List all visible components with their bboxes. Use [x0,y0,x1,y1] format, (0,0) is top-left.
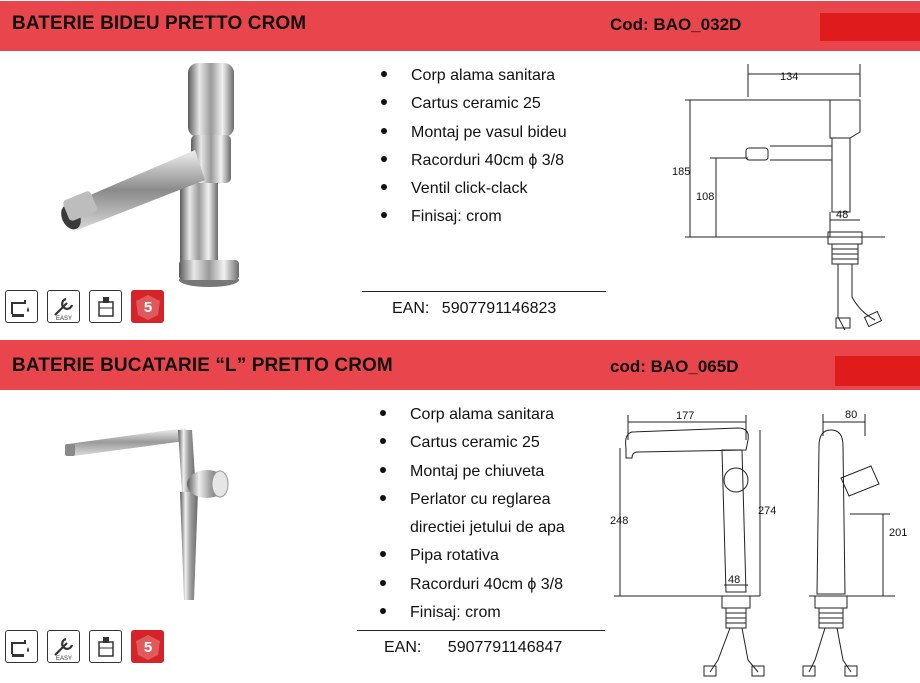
svg-text:274: 274 [758,505,777,517]
faucet-drop-icon [5,290,38,323]
list-item: Corp alama sanitara [377,62,567,90]
product-code: cod: BAO_065D [610,357,739,376]
list-item: Perlator cu reglarea [376,486,565,514]
header-accent-block [835,356,920,386]
svg-text:48: 48 [836,209,849,221]
warranty-5-icon [131,290,164,323]
wrench-easy-icon [47,630,80,663]
svg-text:EASY: EASY [55,315,72,321]
list-item: Montaj pe chiuveta [376,458,565,486]
list-item: directiei jetului de apa [410,519,565,537]
kitchen-faucet-photo [60,422,245,607]
list-item: Cartus ceramic 25 [376,429,565,457]
svg-text:80: 80 [845,410,858,421]
feature-icons [5,630,164,663]
svg-text:201: 201 [889,527,908,539]
list-item: Ventil click-clack [377,175,567,203]
product-title: BATERIE BUCATARIE “L” PRETTO CROM [12,355,393,376]
technical-drawing-front [610,410,790,680]
bidet-faucet-photo [55,55,245,290]
ean-divider [357,630,605,631]
svg-text:5: 5 [143,638,152,656]
list-item: Racorduri 40cm ϕ 3/8 [376,571,565,599]
wrench-easy-icon [47,290,80,323]
faucet-drop-icon [5,630,38,663]
list-item: Pipa rotativa [376,542,565,570]
svg-text:248: 248 [610,515,629,527]
svg-text:134: 134 [780,71,799,83]
cartridge-icon [89,290,122,323]
list-item: Racorduri 40cm ϕ 3/8 [377,147,567,175]
feature-list [376,401,565,627]
warranty-5-icon [131,630,164,663]
technical-drawing-side [795,410,915,680]
svg-text:185: 185 [672,166,691,178]
svg-text:108: 108 [696,191,715,203]
feature-icons [5,290,164,323]
product-header-band [0,1,920,51]
feature-list [377,62,567,232]
list-item: Corp alama sanitara [376,401,565,429]
svg-text:5: 5 [143,298,152,316]
header-accent-block [820,13,920,41]
ean-line [392,300,556,318]
product-section-bidet [0,0,920,340]
ean-label: EAN: [392,300,430,317]
list-item: Cartus ceramic 25 [377,90,567,118]
product-section-kitchen [0,340,920,683]
product-header-band [0,340,920,390]
list-item: Montaj pe vasul bideu [377,119,567,147]
svg-text:177: 177 [676,410,695,422]
list-item: Finisaj: crom [377,203,567,231]
svg-text:EASY: EASY [55,655,72,661]
product-title: BATERIE BIDEU PRETTO CROM [12,13,307,34]
svg-text:48: 48 [728,574,741,586]
ean-line [384,639,562,657]
ean-value: 5907791146847 [447,639,563,656]
ean-value: 5907791146823 [441,300,557,317]
cartridge-icon [89,630,122,663]
product-code: Cod: BAO_032D [610,15,742,34]
ean-label: EAN: [384,639,422,656]
technical-drawing [670,62,900,337]
ean-divider [362,291,606,292]
list-item: Finisaj: crom [376,599,565,627]
